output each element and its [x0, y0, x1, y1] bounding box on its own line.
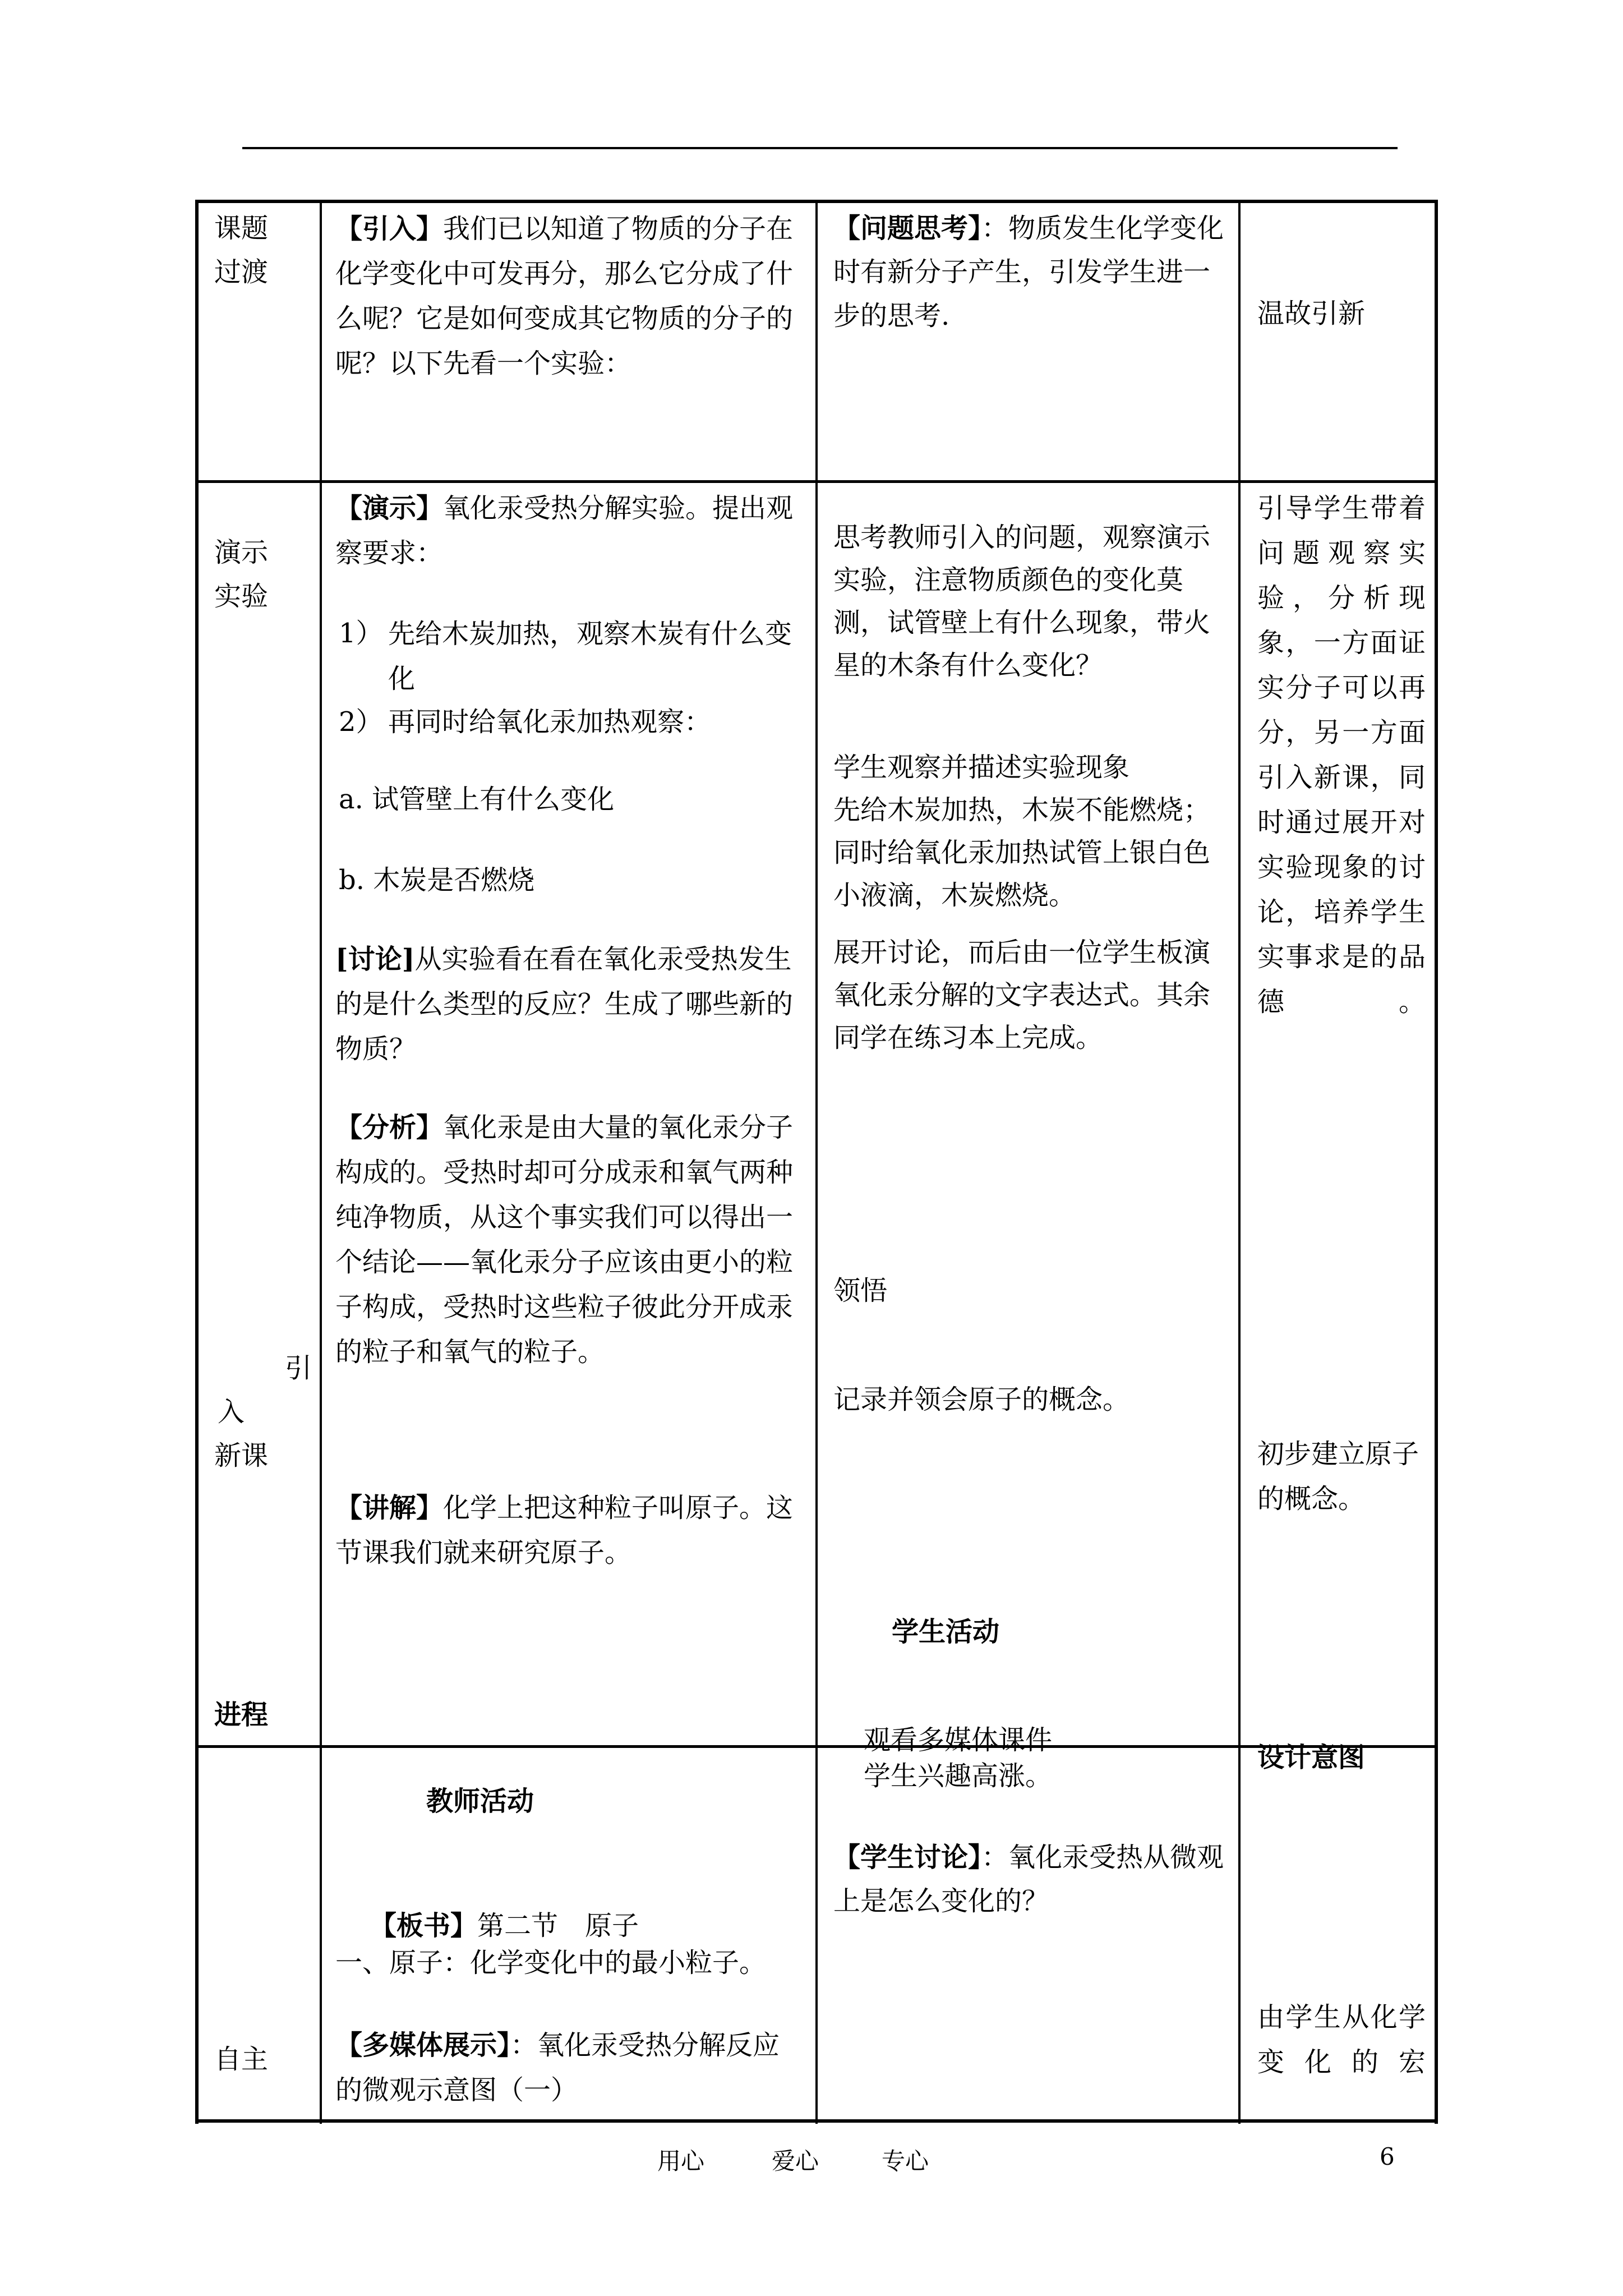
student-discussion-tag: 【学生讨论】: [833, 1842, 982, 1873]
atom-definition: 一、原子：化学变化中的最小粒子。: [335, 1947, 767, 1978]
question-tag: 【问题思考】: [833, 213, 982, 244]
table-border-bottom: [195, 2119, 1438, 2123]
student-observe-title: 学生观察并描述实验现象: [833, 752, 1130, 783]
row3-intent: 由学生从化学变化的宏: [1257, 2001, 1426, 2078]
footer-motto-1: 用心: [657, 2147, 705, 2175]
explain-tag: 【讲解】: [335, 1492, 444, 1524]
row3-stage: 自主: [214, 2044, 269, 2075]
student-observe-text: 先给木炭加热，木炭不能燃烧；同时给氧化汞加热试管上银白色小液滴，木炭燃烧。: [833, 794, 1211, 911]
table-divider-2: [815, 200, 818, 2124]
footer-motto-3: 专心: [882, 2147, 929, 2175]
row2-stage-a-line2: 实验: [214, 581, 269, 612]
row2-stage-c: 进程: [214, 1699, 269, 1731]
teacher-activity-heading: 教师活动: [426, 1786, 534, 1817]
question-text: ：物质发生化学变化时有新分子产生，引发学生进一步的思考.: [833, 213, 1224, 332]
demo-block: [335, 486, 806, 576]
media-block: [335, 2023, 806, 2113]
discussion-block: [335, 937, 806, 1071]
media-text: ：氧化汞受热分解反应的微观示意图（一）: [335, 2030, 780, 2106]
analysis-text: 氧化汞是由大量的氧化汞分子构成的。受热时却可分成汞和氧气两种纯净物质，从这个事实我们可以得出一个结论——氧化汞分子应该由更小的粒子构成，受热时这些粒子彼此分开成汞的粒子和氧气的粒子。: [335, 1112, 794, 1368]
step1-number: 1）: [339, 618, 383, 649]
student-discuss: 展开讨论，而后由一位学生板演氧化汞分解的文字表达式。其余同学在练习本上完成。: [833, 937, 1211, 1053]
table-divider-3: [1238, 200, 1241, 2124]
explain-text: 化学上把这种粒子叫原子。这节课我们就来研究原子。: [335, 1492, 794, 1568]
step2-text: 再同时给氧化汞加热观察：: [388, 706, 712, 738]
student-record: 记录并领会原子的概念。: [833, 1384, 1130, 1415]
row1-stage-line2: 过渡: [214, 256, 269, 288]
row2-stage-b-line2: 入: [218, 1396, 245, 1428]
student-realize: 领悟: [833, 1275, 888, 1306]
table-border-right: [1435, 200, 1438, 2124]
row1-teacher-text: [335, 206, 806, 386]
table-row-divider-1: [195, 480, 1438, 483]
media-tag: 【多媒体展示】: [335, 2030, 511, 2061]
row2-stage-b-line1: 引: [285, 1352, 312, 1384]
demo-text: 氧化汞受热分解实验。提出观察要求：: [335, 493, 794, 569]
student-watch-line1: 观看多媒体课件: [864, 1724, 1053, 1756]
header-rule: [242, 147, 1398, 149]
student-discussion-block: [833, 1835, 1232, 1923]
design-intent-heading: 设计意图: [1257, 1742, 1366, 1773]
item-a: a. 试管壁上有什么变化: [339, 784, 615, 815]
table-border-left: [195, 200, 199, 2124]
intent-concept: 初步建立原子的概念。: [1257, 1438, 1419, 1515]
board-text: 第二节 原子: [477, 1910, 639, 1941]
student-discussion-text: ：氧化汞受热从微观上是怎么变化的？: [833, 1842, 1224, 1917]
item-b: b. 木炭是否燃烧: [339, 864, 535, 896]
row1-stage-line1: 课题: [214, 213, 269, 244]
intent-guide: 引导学生带着问题观察实验，分析现象，一方面证实分子可以再分，另一方面引入新课，同时通过展开对实验现象的讨论，培养学生实事求是的品德。: [1257, 493, 1426, 1018]
explain-block: [335, 1485, 806, 1575]
student-think: 思考教师引入的问题，观察演示实验，注意物质颜色的变化莫测，试管壁上有什么现象，带火星的木条有什么变化？: [833, 522, 1211, 681]
analysis-tag: 【分析】: [335, 1112, 444, 1143]
student-watch-line2: 学生兴趣高涨。: [864, 1760, 1053, 1792]
analysis-block: [335, 1105, 806, 1374]
board-tag: 【板书】: [370, 1910, 478, 1941]
student-activity-heading: 学生活动: [892, 1616, 1000, 1648]
row1-student-text: [833, 206, 1232, 338]
intro-tag: 【引入】: [335, 213, 444, 245]
row2-stage-a-line1: 演示: [214, 537, 269, 568]
step1-text: 先给木炭加热，观察木炭有什么变化: [388, 618, 792, 694]
discussion-tag: [讨论]: [335, 944, 415, 975]
demo-tag: 【演示】: [335, 493, 444, 524]
table-row-divider-2: [195, 1745, 1438, 1748]
table-border-top: [195, 200, 1438, 203]
step2-number: 2）: [339, 706, 383, 738]
row1-intent: 温故引新: [1257, 298, 1366, 329]
table-divider-1: [320, 200, 322, 2124]
row2-stage-b-line3: 新课: [214, 1440, 269, 1471]
intro-text: 我们已以知道了物质的分子在化学变化中可发再分，那么它分成了什么呢？它是如何变成其它物质的分子的呢？以下先看一个实验：: [335, 213, 794, 379]
discussion-text: 从实验看在看在氧化汞受热发生的是什么类型的反应？生成了哪些新的物质？: [335, 944, 794, 1065]
footer-motto-2: 爱心: [772, 2147, 819, 2175]
page-number: 6: [1380, 2143, 1395, 2170]
